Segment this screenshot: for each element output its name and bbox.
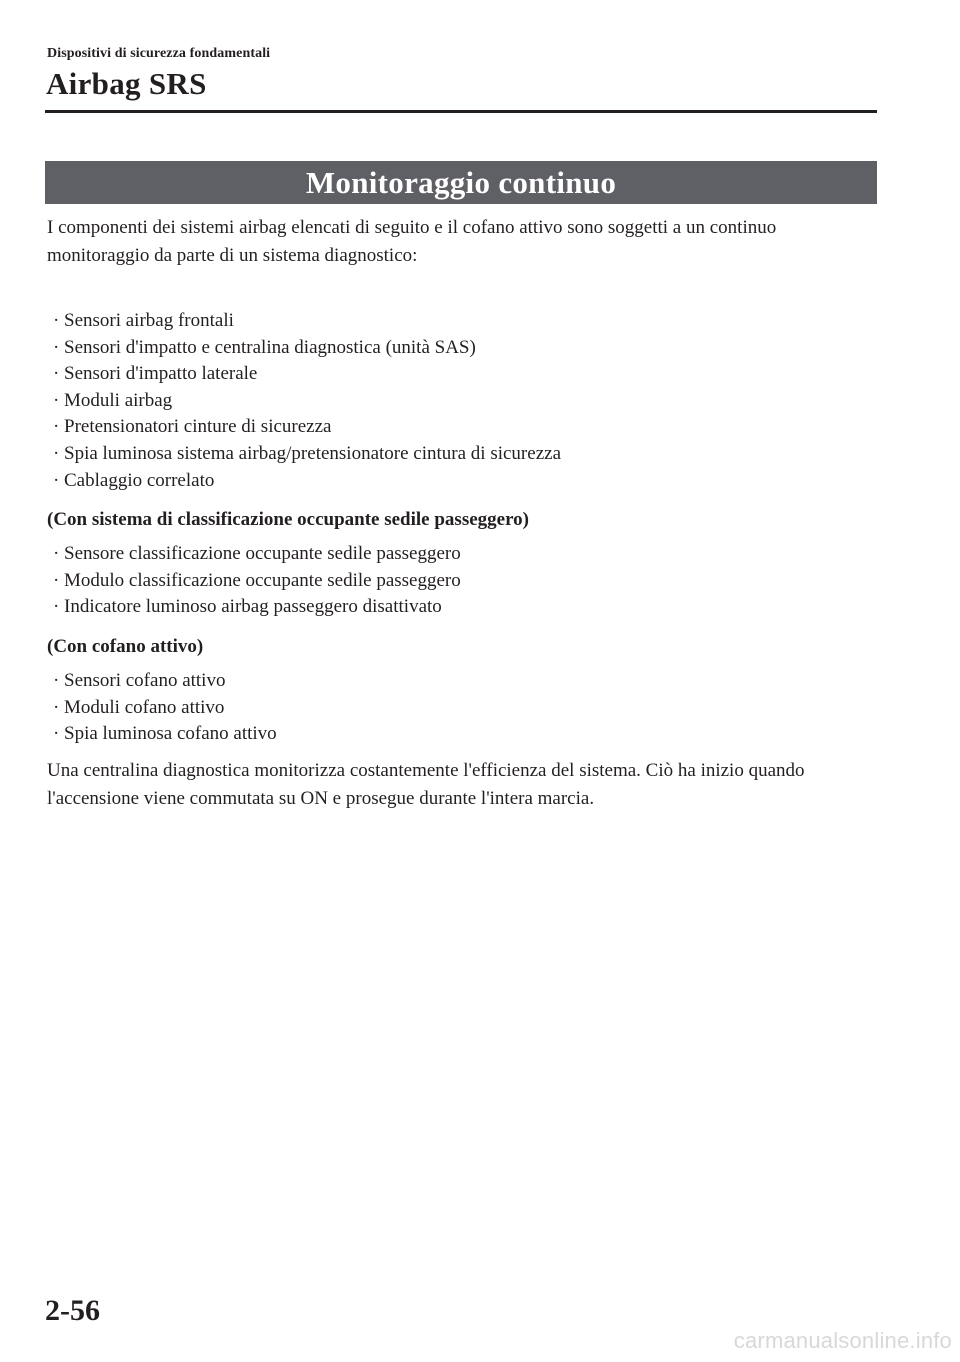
list-item: · Spia luminosa cofano attivo bbox=[47, 721, 877, 748]
list-item: · Sensori cofano attivo bbox=[47, 668, 877, 695]
hood-list bbox=[47, 668, 877, 748]
page-number: 2-56 bbox=[45, 1294, 100, 1327]
list-item: · Pretensionatori cinture di sicurezza bbox=[47, 414, 877, 441]
occupant-list bbox=[47, 541, 877, 621]
list-item: · Sensore classificazione occupante sedile passeggero bbox=[47, 541, 877, 568]
list-item: · Sensori airbag frontali bbox=[47, 308, 877, 335]
list-item: · Indicatore luminoso airbag passeggero disattivato bbox=[47, 594, 877, 621]
list-item: · Spia luminosa sistema airbag/pretensionatore cintura di sicurezza bbox=[47, 441, 877, 468]
bullet-icon: · bbox=[53, 416, 60, 438]
bullet-icon: · bbox=[53, 596, 60, 618]
list-item: · Cablaggio correlato bbox=[47, 468, 877, 495]
bullet-icon: · bbox=[53, 696, 60, 718]
bullet-icon: · bbox=[53, 569, 60, 591]
section-banner-title: Monitoraggio continuo bbox=[305, 164, 617, 200]
closing-paragraph: Una centralina diagnostica monitorizza costantemente l'efficienza del sistema. Ciò ha inizio quando l'accensione viene commutata su ON e prosegue durante l'intera marcia. bbox=[47, 759, 805, 809]
section-label: Dispositivi di sicurezza fondamentali bbox=[47, 46, 271, 61]
list-item: · Sensori d'impatto e centralina diagnostica (unità SAS) bbox=[47, 335, 877, 362]
component-list bbox=[47, 308, 877, 494]
occupant-group-heading: (Con sistema di classificazione occupante sedile passeggero) bbox=[47, 509, 529, 531]
list-item: · Moduli cofano attivo bbox=[47, 695, 877, 722]
intro-paragraph: I componenti dei sistemi airbag elencati di seguito e il cofano attivo sono soggetti a un continuo monitoraggio da parte di un sistema diagnostico: bbox=[47, 217, 777, 266]
page-title: Airbag SRS bbox=[46, 66, 207, 101]
bullet-icon: · bbox=[53, 723, 60, 745]
content-body bbox=[47, 214, 877, 813]
list-item: · Moduli airbag bbox=[47, 388, 877, 415]
bullet-icon: · bbox=[53, 389, 60, 411]
bullet-icon: · bbox=[53, 442, 60, 464]
watermark: carmanualsonline.info bbox=[733, 1328, 952, 1353]
bullet-icon: · bbox=[53, 669, 60, 691]
hood-group-heading: (Con cofano attivo) bbox=[47, 635, 204, 657]
header-divider bbox=[45, 110, 877, 113]
bullet-icon: · bbox=[53, 310, 60, 331]
bullet-icon: · bbox=[53, 363, 60, 385]
bullet-icon: · bbox=[53, 543, 60, 565]
list-item: · Modulo classificazione occupante sedile passeggero bbox=[47, 568, 877, 595]
bullet-icon: · bbox=[53, 469, 60, 491]
list-item: · Sensori d'impatto laterale bbox=[47, 361, 877, 388]
bullet-icon: · bbox=[53, 336, 60, 358]
section-banner bbox=[45, 161, 877, 204]
